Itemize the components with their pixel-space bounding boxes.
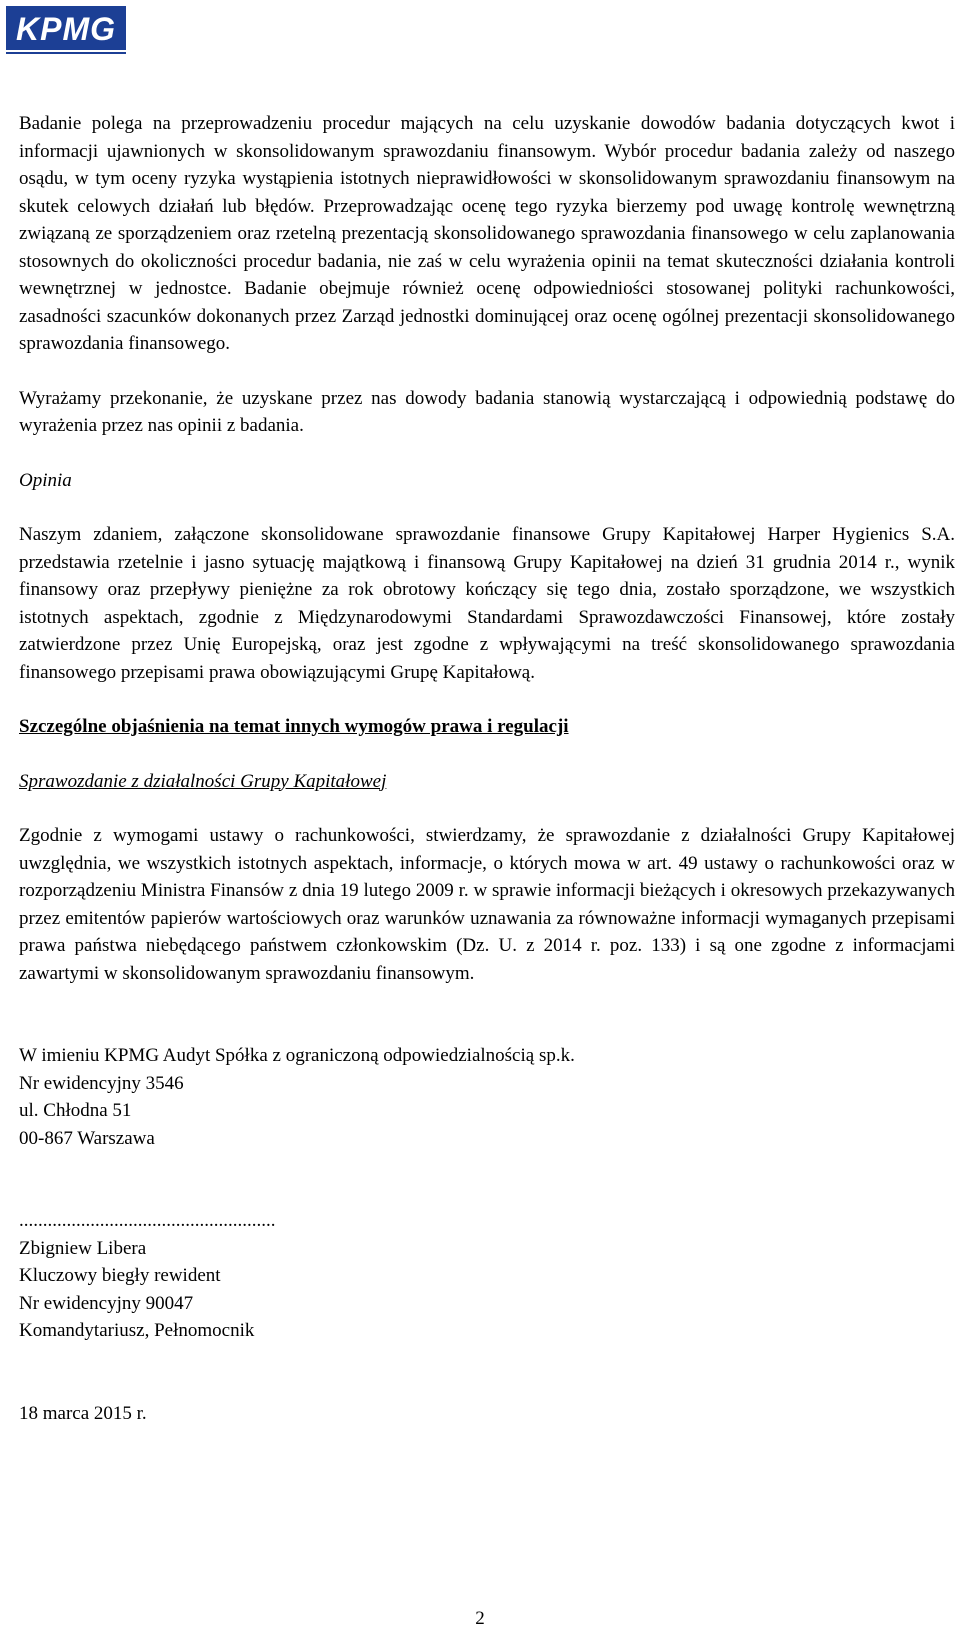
logo-text: KPMG [16,11,116,47]
paragraph-report: Zgodnie z wymogami ustawy o rachunkowości, stwierdzamy, że sprawozdanie z działalności Grupy Kapitałowej uwzględnia, we wszystkich istotnych aspektach, informacje, o których mowa w art. 49 ustawy o rachunkowości oraz w rozporządzeniu Ministra Finansów z dnia 19 lutego 2009 r. w sprawie informacji bieżących i okresowych przekazywanych przez emitentów papierów wartościowych oraz warunków uznawania za równoważne informacji wymaganych przepisami prawa państwa niebędącego państwem członkowskim (Dz. U. z 2014 r. poz. 133) i są one zgodne z informacjami zawartymi w skonsolidowanym sprawozdaniu finansowym. [19,825,955,984]
logo-underline [6,52,126,54]
document-date: 18 marca 2015 r. [19,1402,147,1424]
opinion-heading: Opinia [19,469,72,491]
section-heading: Szczególne objaśnienia na temat innych wymogów prawa i regulacji [19,716,569,737]
page-number: 2 [475,1608,485,1629]
signature-block [19,1207,955,1345]
signatory-name: Zbigniew Libera [19,1237,147,1259]
document-body [19,110,955,1427]
signatory-role: Kluczowy biegły rewident [19,1265,221,1286]
signatory-registration: Nr ewidencyjny 90047 [19,1292,194,1314]
firm-name: W imieniu KPMG Audyt Spółka z ograniczoną odpowiedzialnością sp.k. [19,1045,575,1066]
date-block [19,1400,955,1428]
paragraph-opinion: Naszym zdaniem, załączone skonsolidowane sprawozdanie finansowe Grupy Kapitałowej Harper Hygienics S.A. przedstawia rzetelnie i jasno sytuację majątkową i finansową Grupy Kapitałowej na dzień 31 grudnia 2014 r., wynik finansowy oraz przepływy pieniężne za rok obrotowy kończący się tego dnia, zostało sporządzone, we wszystkich istotnych aspektach, zgodnie z Międzynarodowymi Standardami Sprawozdawczości Finansowej, które zostały zatwierdzone przez Unię Europejską, oraz jest zgodne z wpływającymi na treść skonsolidowanego sprawozdania finansowego przepisami prawa obowiązującymi Grupę Kapitałową. [19,524,955,683]
signature-line: ...................................................... [19,1210,276,1231]
kpmg-logo [6,6,126,50]
firm-registration: Nr ewidencyjny 3546 [19,1072,184,1094]
firm-block [19,1042,955,1152]
subsection-heading: Sprawozdanie z działalności Grupy Kapitałowej [19,770,387,792]
firm-street: ul. Chłodna 51 [19,1100,132,1121]
paragraph-evidence: Wyrażamy przekonanie, że uzyskane przez nas dowody badania stanowią wystarczającą i odpowiednią podstawę do wyrażenia przez nas opinii z badania. [19,387,955,436]
signatory-title: Komandytariusz, Pełnomocnik [19,1320,255,1341]
paragraph-audit-procedures: Badanie polega na przeprowadzeniu procedur mających na celu uzyskanie dowodów badania dotyczących kwot i informacji ujawnionych w skonsolidowanym sprawozdaniu finansowym. Wybór procedur badania zależy od naszego osądu, w tym oceny ryzyka wystąpienia istotnych nieprawidłowości w skonsolidowanym sprawozdaniu finansowym na skutek celowych działań lub błędów. Przeprowadzając ocenę tego ryzyka bierzemy pod uwagę kontrolę wewnętrzną związaną ze sporządzeniem oraz rzetelną prezentacją skonsolidowanego sprawozdania finansowego w celu zaplanowania stosownych do okoliczności procedur badania, nie zaś w celu wyrażenia opinii na temat skuteczności działania kontroli wewnętrznej w jednostce. Badanie obejmuje również ocenę odpowiedniości stosowanej polityki rachunkowości, zasadności szacunków dokonanych przez Zarząd jednostki dominującej oraz ocenę ogólnej prezentacji skonsolidowanego sprawozdania finansowego. [19,113,955,354]
firm-city: 00-867 Warszawa [19,1127,155,1149]
